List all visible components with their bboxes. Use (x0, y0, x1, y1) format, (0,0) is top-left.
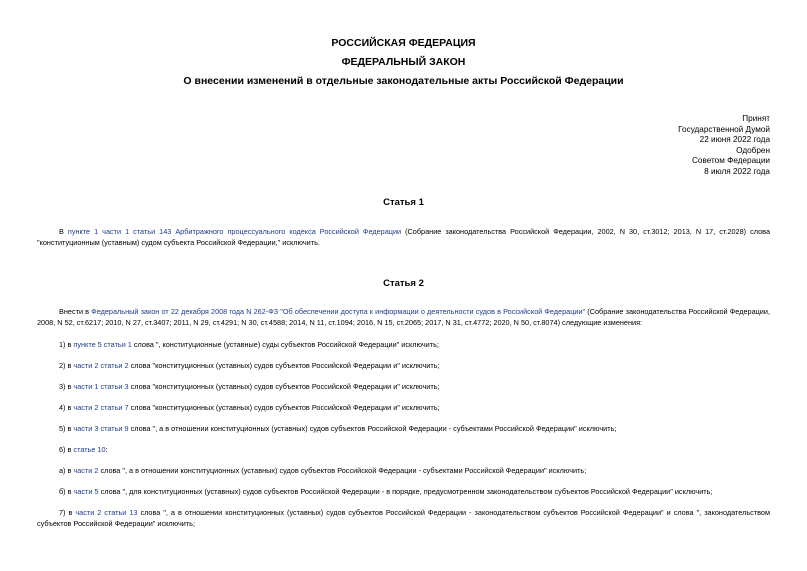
country-heading: РОССИЙСКАЯ ФЕДЕРАЦИЯ (331, 37, 476, 49)
list-item-3 (37, 382, 770, 393)
item-1-link[interactable]: пункте 5 статьи 1 (73, 340, 132, 349)
item-4-link[interactable]: части 2 статьи 7 (73, 403, 129, 412)
text-fragment: 6) в (59, 445, 74, 454)
item-7-link[interactable]: части 2 статьи 13 (75, 508, 138, 517)
text-fragment: (Собрание законодательства Российской Федерации, 2008, N 52, ст.6217; 2010, N 27, ст.3407; 2011, N 29, ст.4291; N 30, ст.4588; 2014, N 11, ст.1094; 2016, N 15, ст.2065; 2017, N 31, ст.4772; 2020, N 50, ст.8074) следующие изменения: (37, 307, 770, 327)
article-2-heading: Статья 2 (383, 278, 424, 289)
law-type-heading: ФЕДЕРАЛЬНЫЙ ЗАКОН (341, 56, 466, 68)
apk-article-143-link[interactable]: пункте 1 части 1 статьи 143 Арбитражного процессуального кодекса Российской Федерации (67, 227, 402, 236)
item-6-link[interactable]: статье 10 (73, 445, 106, 454)
text-fragment: 1) в (59, 340, 74, 349)
article-1-paragraph (37, 227, 770, 248)
article-1-heading: Статья 1 (383, 197, 424, 208)
item-6b-link[interactable]: части 5 (73, 487, 99, 496)
text-fragment: Внести в (59, 307, 92, 316)
accepted-label: Принят (742, 114, 770, 123)
approved-by: Советом Федерации (692, 156, 770, 166)
text-fragment: 4) в (59, 403, 74, 412)
accepted-by: Государственной Думой (678, 124, 770, 134)
law-title: О внесении изменений в отдельные законодательные акты Российской Федерации (183, 75, 624, 87)
text-fragment: слова "конституционных (уставных) судов субъектов Российской Федерации и" исключить; (128, 403, 440, 412)
adoption-block (678, 114, 770, 178)
list-item-6 (37, 445, 770, 456)
article-2-intro (37, 307, 770, 328)
list-item-5 (37, 424, 770, 435)
list-item-6b (37, 487, 770, 498)
text-fragment: 5) в (59, 424, 74, 433)
list-item-2 (37, 361, 770, 372)
accepted-date: 22 июня 2022 года (699, 135, 770, 145)
text-fragment: слова ", конституционные (уставные) суды субъектов Российской Федерации" исключить; (131, 340, 439, 349)
text-fragment: 2) в (59, 361, 74, 370)
text-fragment: В (59, 227, 68, 236)
text-fragment: б) в (59, 487, 74, 496)
text-fragment: а) в (59, 466, 74, 475)
approved-label: Одобрен (736, 145, 770, 155)
text-fragment: слова "конституционных (уставных) судов субъектов Российской Федерации и" исключить; (128, 361, 440, 370)
text-fragment: слова ", а в отношении конституционных (уставных) судов субъектов Российской Федерации - субъектами Российской Федерации" исключить; (98, 466, 587, 475)
text-fragment: : (105, 445, 108, 454)
text-fragment: слова "конституционных (уставных) судов субъектов Российской Федерации и" исключить; (128, 382, 440, 391)
text-fragment: (Собрание законодательства Российской Федерации, 2002, N 30, ст.3012; 2013, N 17, ст.2028) слова "конституционным (уставным) судом субъекта Российской Федерации," исключить. (37, 227, 770, 247)
item-6a-link[interactable]: части 2 (73, 466, 99, 475)
list-item-1 (37, 340, 770, 351)
text-fragment: 7) в (59, 508, 76, 517)
list-item-4 (37, 403, 770, 414)
text-fragment: слова ", для конституционных (уставных) судов субъектов Российской Федерации - в порядке, предусмотренном законодательством субъектов Российской Федерации" исключить; (98, 487, 713, 496)
list-item-6a (37, 466, 770, 477)
item-3-link[interactable]: части 1 статьи 3 (73, 382, 129, 391)
federal-law-262-link[interactable]: Федеральный закон от 22 декабря 2008 года N 262-ФЗ "Об обеспечении доступа к информации о деятельности судов в Российской Федерации" (91, 307, 586, 316)
approved-date: 8 июля 2022 года (704, 166, 770, 176)
item-2-link[interactable]: части 2 статьи 2 (73, 361, 129, 370)
text-fragment: 3) в (59, 382, 74, 391)
item-5-link[interactable]: части 3 статьи 9 (73, 424, 129, 433)
text-fragment: слова ", а в отношении конституционных (уставных) судов субъектов Российской Федерации - законодательством субъектов Российской Федерации" и слова ", законодательством субъектов Российской Федерации" исключить; (37, 508, 771, 528)
list-item-7 (37, 508, 770, 529)
text-fragment: слова ", а в отношении конституционных (уставных) судов субъектов Российской Федерации - субъектами Российской Федерации" исключить; (128, 424, 617, 433)
